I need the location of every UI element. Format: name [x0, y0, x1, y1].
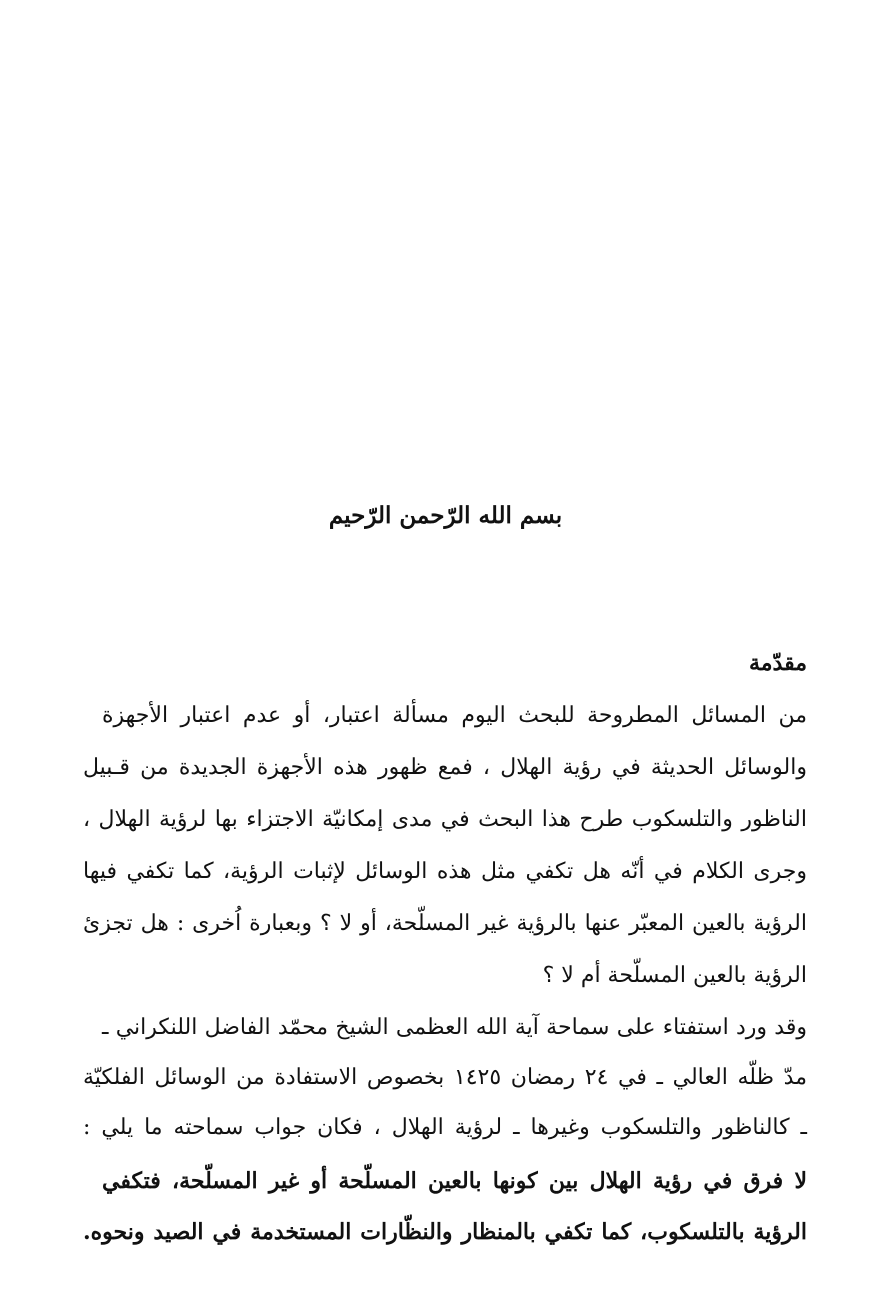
- paragraph-1-line-5: الرؤية بالعين المعبّر عنها بالرؤية غير المسلّحة، أو لا ؟ وبعبارة اُخرى : هل تجزئ: [83, 911, 807, 936]
- paragraph-2-line-1: وقد ورد استفتاء على سماحة آية الله العظمى الشيخ محمّد الفاضل اللنكراني ـ: [102, 1015, 807, 1040]
- paragraph-1-line-1: من المسائل المطروحة للبحث اليوم مسألة اعتبار، أو عدم اعتبار الأجهزة: [102, 703, 807, 728]
- paragraph-1-line-4: وجرى الكلام في أنّه هل تكفي مثل هذه الوسائل لإثبات الرؤية، كما تكفي فيها: [83, 859, 807, 884]
- paragraph-1-line-2: والوسائل الحديثة في رؤية الهلال ، فمع ظهور هذه الأجهزة الجديدة من قـبيل: [83, 755, 807, 780]
- paragraph-2-line-3: ـ كالناظور والتلسكوب وغيرها ـ لرؤية الهلال ، فكان جواب سماحته ما يلي :: [83, 1115, 807, 1140]
- paragraph-1-line-6: الرؤية بالعين المسلّحة أم لا ؟: [542, 963, 807, 988]
- paragraph-3-line-2: الرؤية بالتلسكوب، كما تكفي بالمنظار والنظّارات المستخدمة في الصيد ونحوه.: [83, 1219, 807, 1245]
- basmala-heading: بسم الله الرّحمن الرّحيم: [328, 502, 563, 529]
- paragraph-1-line-3: الناظور والتلسكوب طرح هذا البحث في مدى إمكانيّة الاجتزاء بها لرؤية الهلال ،: [83, 807, 807, 832]
- paragraph-2-line-2: مدّ ظلّه العالي ـ في ٢٤ رمضان ١٤٢٥ بخصوص الاستفادة من الوسائل الفلكيّة: [83, 1065, 807, 1090]
- section-title: مقدّمة: [748, 650, 807, 676]
- paragraph-3-line-1: لا فرق في رؤية الهلال بين كونها بالعين المسلّحة أو غير المسلّحة، فتكفي: [102, 1168, 807, 1194]
